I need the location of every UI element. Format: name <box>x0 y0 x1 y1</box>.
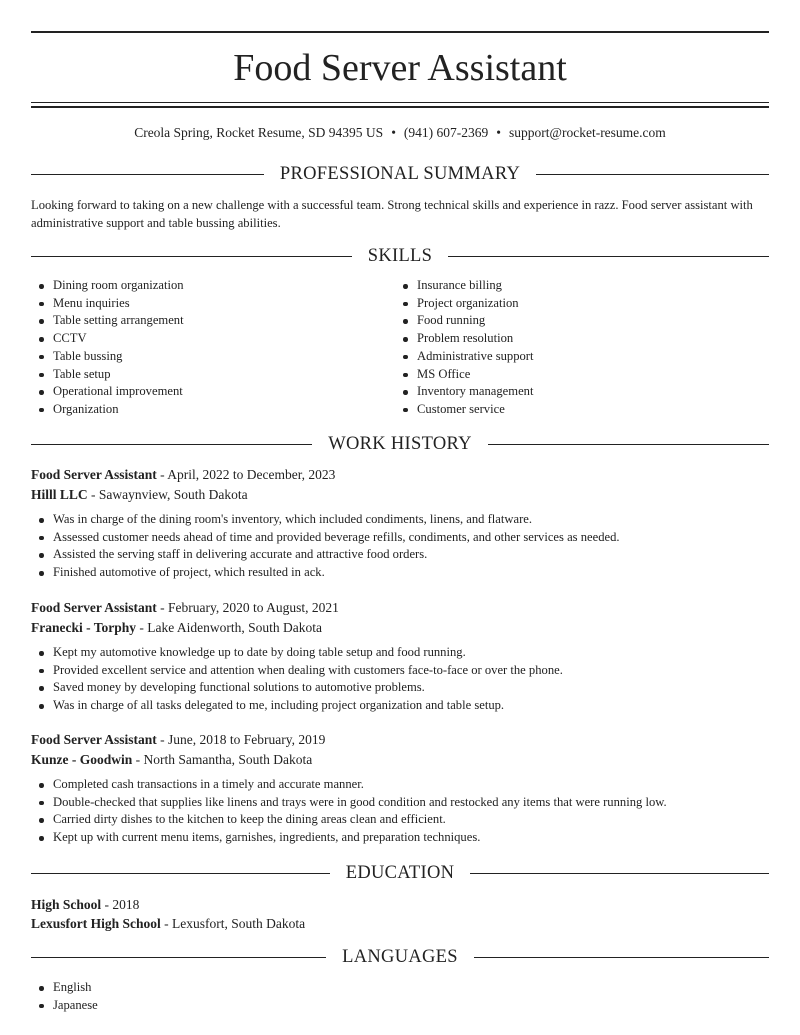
job-bullet: Finished automotive of project, which resulted in ack. <box>31 564 769 582</box>
top-rule <box>31 31 769 33</box>
skill-item: Operational improvement <box>31 383 391 401</box>
contact-separator: • <box>496 125 502 140</box>
job-bullet: Carried dirty dishes to the kitchen to keep the dining areas clean and efficient. <box>31 811 769 829</box>
skill-item: Project organization <box>395 295 769 313</box>
job-title: Food Server Assistant <box>31 467 157 482</box>
job-bullet: Assisted the serving staff in delivering accurate and attractive food orders. <box>31 546 769 564</box>
skill-item: Dining room organization <box>31 277 391 295</box>
section-rule <box>488 444 769 445</box>
skills-list-left <box>31 277 391 419</box>
job-company: Franecki - Torphy <box>31 620 137 635</box>
skill-item: Organization <box>31 401 391 419</box>
section-header-work <box>31 432 769 456</box>
job-company-line <box>31 618 769 637</box>
education-school-line <box>31 914 769 933</box>
job-location: - Sawaynview, South Dakota <box>87 487 248 502</box>
skill-item: Table bussing <box>31 348 391 366</box>
section-header-education <box>31 861 769 885</box>
job-entry <box>31 598 769 715</box>
section-title: EDUCATION <box>345 863 455 883</box>
section-rule <box>31 444 312 445</box>
job-dates: - April, 2022 to December, 2023 <box>156 467 336 482</box>
skill-item: Customer service <box>395 401 769 419</box>
skill-item: Inventory management <box>395 383 769 401</box>
section-rule <box>474 957 769 958</box>
contact-email[interactable]: support@rocket-resume.com <box>509 125 666 140</box>
job-role-line <box>31 730 769 749</box>
contact-line <box>31 124 769 142</box>
job-company-line <box>31 485 769 504</box>
education-entry <box>31 895 769 933</box>
header-rule-thick <box>31 106 769 108</box>
job-bullet: Assessed customer needs ahead of time and provided beverage refills, condiments, and other services as needed. <box>31 529 769 547</box>
section-title: LANGUAGES <box>342 947 458 967</box>
section-title: WORK HISTORY <box>328 434 472 454</box>
job-title: Food Server Assistant <box>31 732 157 747</box>
job-company: Kunze - Goodwin <box>31 752 133 767</box>
job-location: - Lake Aidenworth, South Dakota <box>136 620 322 635</box>
section-title: PROFESSIONAL SUMMARY <box>279 164 521 184</box>
skill-item: Food running <box>395 312 769 330</box>
skill-item: Insurance billing <box>395 277 769 295</box>
education-degree-line <box>31 895 769 914</box>
section-rule <box>31 174 264 175</box>
job-dates: - February, 2020 to August, 2021 <box>156 600 339 615</box>
job-bullet: Provided excellent service and attention when dealing with customers face-to-face or over the phone. <box>31 662 769 680</box>
job-bullet: Kept up with current menu items, garnishes, ingredients, and preparation techniques. <box>31 829 769 847</box>
contact-address: Creola Spring, Rocket Resume, SD 94395 US <box>134 125 384 140</box>
job-bullets <box>31 776 769 847</box>
section-title: SKILLS <box>367 246 433 266</box>
section-rule <box>470 873 769 874</box>
skill-item: Administrative support <box>395 348 769 366</box>
skill-item: CCTV <box>31 330 391 348</box>
skill-item: MS Office <box>395 366 769 384</box>
contact-separator: • <box>391 125 396 140</box>
job-bullet: Kept my automotive knowledge up to date by doing table setup and food running. <box>31 644 769 662</box>
section-header-languages <box>31 945 769 969</box>
resume-title: Food Server Assistant <box>233 47 567 89</box>
job-dates: - June, 2018 to February, 2019 <box>156 732 326 747</box>
job-location: - North Samantha, South Dakota <box>132 752 313 767</box>
job-entry <box>31 730 769 847</box>
job-bullet: Double-checked that supplies like linens and trays were in good condition and restocked any items that were running low. <box>31 794 769 812</box>
job-company: Hilll LLC <box>31 487 88 502</box>
section-rule <box>31 873 330 874</box>
section-header-skills <box>31 244 769 268</box>
header-rule-thin <box>31 102 769 103</box>
section-header-summary <box>31 162 769 186</box>
skill-item: Menu inquiries <box>31 295 391 313</box>
contact-phone: (941) 607-2369 <box>403 125 489 140</box>
job-bullets <box>31 644 769 715</box>
job-role-line <box>31 598 769 617</box>
job-bullets <box>31 511 769 582</box>
section-rule <box>31 957 326 958</box>
skill-item: Problem resolution <box>395 330 769 348</box>
education-school: Lexusfort High School <box>31 916 161 931</box>
section-rule <box>31 256 352 257</box>
education-year: - 2018 <box>101 897 140 912</box>
job-title: Food Server Assistant <box>31 600 157 615</box>
skill-item: Table setting arrangement <box>31 312 391 330</box>
skills-list-right <box>395 277 769 419</box>
education-location: - Lexusfort, South Dakota <box>160 916 306 931</box>
job-bullet: Was in charge of the dining room's inventory, which included condiments, linens, and flatware. <box>31 511 769 529</box>
education-degree: High School <box>31 897 102 912</box>
job-bullet: Saved money by developing functional solutions to automotive problems. <box>31 679 769 697</box>
section-rule <box>536 174 769 175</box>
language-item: Japanese <box>31 997 769 1015</box>
job-bullet: Completed cash transactions in a timely and accurate manner. <box>31 776 769 794</box>
job-bullet: Was in charge of all tasks delegated to me, including project organization and table setup. <box>31 697 769 715</box>
languages-list <box>31 979 769 1014</box>
summary-text: Looking forward to taking on a new challenge with a successful team. Strong technical skills and experience in razz. Food server assistant with administrative support and table bussing abilities. <box>31 198 753 230</box>
section-rule <box>448 256 769 257</box>
job-entry <box>31 465 769 582</box>
skill-item: Table setup <box>31 366 391 384</box>
job-role-line <box>31 465 769 484</box>
job-company-line <box>31 750 769 769</box>
language-item: English <box>31 979 769 997</box>
